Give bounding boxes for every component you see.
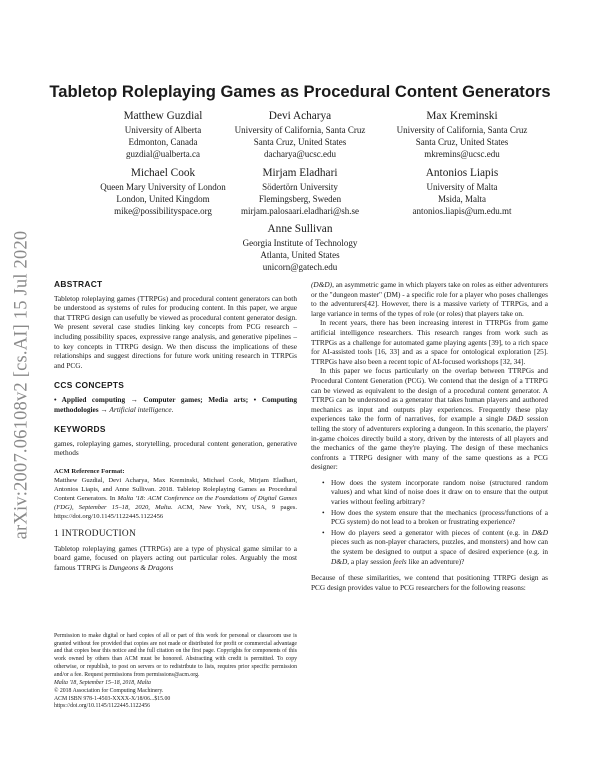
dd-italic: D&D [507,414,524,424]
author-affiliation: Georgia Institute of Technology [242,238,358,248]
abstract-text: Tabletop roleplaying games (TTRPGs) and procedural content generators can both be understood as systems of rules for producing content. In this paper, we argue that TTRPG design can usefully be viewed as procedural content generator design. We present several case studies linking key concepts from PCG research – including possibility spaces, expressive range analysis, and generative pipelines – to key concepts in TTRPG design. We then discuss the implications of these relationships and suggest directions for future work uniting research in TTRPGs and PCG. [54,293,297,370]
author-name: Michael Cook [130,167,196,179]
author-location: Atlanta, United States [260,249,340,260]
author-affiliation: Queen Mary University of London [100,182,226,192]
author-location: Santa Cruz, United States [253,136,347,147]
author-affiliation: University of Malta [426,182,498,192]
author-block [380,110,544,160]
author-affiliation: Södertörn University [262,182,338,192]
author-affiliation: University of California, Santa Cruz [234,125,366,135]
author-email: mkremins@ucsc.edu [424,148,500,159]
arxiv-stamp [2,175,42,595]
copyright-line: © 2018 Association for Computing Machinery. [54,687,164,694]
ccs-applied: • Applied computing → Computer games; Media arts; [54,394,249,404]
author-name: Mirjam Eladhari [262,167,338,179]
dd-italic: (D&D) [311,280,333,289]
isbn-line: ACM ISBN 978-1-4503-XXXX-X/18/06...$15.00 [54,695,171,702]
author-email: antonios.liapis@um.edu.mt [412,205,512,216]
list-item: • How does the system ensure that the mechanics (process/functions of a PCG system) do not lead to a broken or frustrating experience? [331,508,548,527]
ccs-heading: CCS CONCEPTS [54,380,125,391]
right-column [311,280,548,592]
author-block [218,110,382,160]
doi-line: https://doi.org/10.1145/1122445.1122456 [54,703,151,710]
author-email: guzdial@ualberta.ca [126,148,200,159]
author-block [88,110,238,160]
author-location: Msida, Malta [438,193,486,204]
list-item: • How does the system incorporate random noise (structured random values) and what kind of noise does it draw on to ensure that the output varies without feeling arbitrary? [331,478,548,507]
paragraph: In recent years, there has been increasing interest in TTRPGs from game artificial intelligence researchers. This research ranges from work such as TTRPGs as a challenge for automated game playing agents [39], to a rich space for AI-assisted tools [16, 33] and as a space for ontological exploration [25]. TTRPGs have also been a recent topic of AI-focused workshops [32, 34]. [311,318,548,366]
paper-title: Tabletop Roleplaying Games as Procedural Content Generators [49,82,551,101]
author-name: Anne Sullivan [267,223,333,235]
author-affiliation: University of California, Santa Cruz [396,125,528,135]
reference-post: . ACM, New York, NY, USA, 9 pages. https://doi.org/10.1145/1122445.1122456 [54,503,298,520]
keywords-text: games, roleplaying games, storytelling, procedural content generation, generative methods [54,438,297,458]
author-name: Devi Acharya [268,110,332,122]
ccs-computing: • Computing methodologies → [54,394,298,414]
arxiv-id: arXiv:2007.06108v2 [cs.AI] 15 Jul 2020 [11,230,32,540]
author-name: Antonios Liapis [425,167,499,179]
paragraph: (D&D), an asymmetric game in which players take on roles as either adventurers or the "dungeon master" (DM) - a specific role for a player who poses challenges to the adventurers[42]. However, there is a massive variety of TTRPGs, and a large variance in terms of the types of role (or roles) that players take on. [311,280,548,318]
abstract-heading: ABSTRACT [54,279,103,289]
author-location: Flemingsberg, Sweden [258,193,342,204]
question-list [311,478,548,566]
permission-block [54,633,297,711]
author-email: unicorn@gatech.edu [262,261,338,272]
author-location: Edmonton, Canada [128,136,198,147]
author-block [218,223,382,273]
author-name: Matthew Guzdial [123,110,203,122]
keywords-heading: KEYWORDS [54,424,106,435]
acm-reference [54,467,297,521]
author-block [380,167,544,217]
intro-text [54,544,297,573]
left-column [54,280,297,572]
author-email: mike@possibilityspace.org [114,205,212,216]
author-location: Santa Cruz, United States [415,136,509,147]
paragraph: In this paper we focus particularly on the overlap between TTRPGs and Procedural Content Generation (PCG). We contend that the design of a TTRPG can be viewed as equivalent to the design of a procedural content generator. A TTRPG can be understood as a generator that takes human players and authored mechanics as input and outputs play experiences. Frequently these play experiences take the form of narratives, for example a single D&D session telling the story of adventurers exploring a dungeon. In this scenario, the players' in-game choices directly build a story, driven by the interests of all players and the mechanics of the game they're playing. The design of these mechanics confronts a TTRPG designer with many of the same questions as a PCG designer: [311,366,548,472]
permission-notice: Permission to make digital or hard copies of all or part of this work for personal or classroom use is granted without fee provided that copies are not made or distributed for profit or commercial advantage and that copies bear this notice and the full citation on the first page. Copyrights for components of this work owned by others than ACM must be honored. Abstracting with credit is permitted. To copy otherwise, or republish, to post on servers or to redistribute to lists, requires prior specific permission and/or a fee. Request permissions from permissions@acm.org. [54,633,297,678]
list-item: • How do players seed a generator with pieces of content (e.g. in D&D pieces such as non-player characters, puzzles, and monsters) and how can the system be designed to output a space of desired experience (e.g. in D&D, a play session feels like an adventure)? [331,528,548,566]
paragraph: Because of these similarities, we contend that positioning TTRPG design as PCG design provides value to PCG researchers for the following reasons: [311,573,548,592]
ccs-text [54,395,297,414]
author-email: mirjam.palosaari.eladhari@sh.se [241,205,359,216]
author-location: London, United Kingdom [116,193,210,204]
ccs-ai: Artificial intelligence [107,404,172,414]
author-name: Max Kreminski [426,110,498,122]
reference-venue: Malta '18: ACM Conference on the Foundations of Digital Games (FDG), September 15–18, 2020, Malta [54,494,298,511]
reference-heading: ACM Reference Format: [54,467,125,475]
intro-heading: 1 INTRODUCTION [54,528,137,539]
venue-line: Malta '18, September 15–18, 2018, Malta [54,680,151,687]
author-affiliation: University of Alberta [124,125,202,135]
intro-body: Tabletop roleplaying games (TTRPGs) are a type of physical game similar to a board game, focused on players acting out particular roles. Arguably the most famous TTRPG is [54,543,297,572]
author-block [218,167,382,217]
intro-dd: Dungeons & Dragons [108,562,174,572]
reference-pre: Matthew Guzdial, Devi Acharya, Max Kreminski, Michael Cook, Mirjam Eladhari, Antonios Liapis, and Anne Sullivan. 2018. Tabletop Roleplaying Games as Procedural Content Generators. In [54,476,297,502]
author-email: dacharya@ucsc.edu [264,148,336,159]
ccs-period: . [171,404,174,414]
